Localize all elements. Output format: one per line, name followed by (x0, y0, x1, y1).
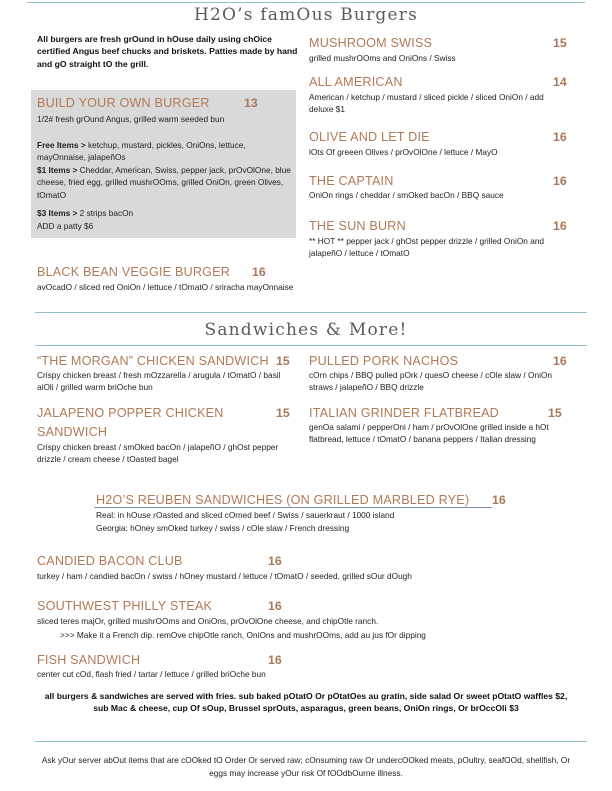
philly-name: SOUTHWEST PHILLY STEAK (37, 599, 213, 613)
byo-add-patty: ADD a patty $6 (37, 221, 94, 231)
olive-name: OLIVE AND LET DIE (309, 130, 430, 144)
one-items-text: Cheddar, American, Swiss, pepper jack, prOvOlOne, blue cheese, fried egg, grilled mushrOOms, grilled OniOn, green Olives, tOmatO (37, 165, 291, 200)
fish-price: 16 (268, 653, 282, 667)
veggie-name: BLACK BEAN VEGGIE BURGER (37, 265, 231, 279)
reuben-underline (94, 507, 492, 508)
mushroom-price: 15 (553, 36, 567, 50)
sandwiches-divider-top (35, 312, 587, 313)
captain-name: THE CAPTAIN (309, 174, 394, 188)
morgan-desc: Crispy chicken breast / fresh mOzzarella / arugula / tOmatO / basil aiOli / grilled warm briOche bun (37, 370, 281, 393)
club-price: 16 (268, 554, 282, 568)
section-title-sandwiches: Sandwiches & More! (204, 320, 408, 340)
fries-note: all burgers & sandwiches are served with fries. sub baked pOtatO Or pOtatOes au gratin, side salad Or sweet pOtatO waffles $2, sub Mac & cheese, cup Of sOup, Brussel sprOuts, asparagus, green beans, OniOn rings, Or brOccOli $3 (44, 691, 568, 714)
free-items-label: Free Items > (37, 140, 86, 150)
reuben-line-real: Real: in hOuse rOasted and sliced cOrned beef / Swiss / sauerkraut / 1000 island (96, 510, 395, 520)
jalapeno-desc: Crispy chicken breast / smOked bacOn / jalapeñO / ghOst pepper drizzle / cream cheese / tOasted bagel (37, 442, 279, 465)
philly-french-dip-note: >>> Make it a French dip. remOve chipOtle ranch, OniOns and mushrOOms, add au jus fOr dipping (60, 630, 426, 640)
one-items-label: $1 Items > (37, 165, 78, 175)
byo-three-items (37, 207, 292, 219)
top-divider (27, 2, 585, 3)
byo-free-items (37, 139, 292, 164)
three-items-label: $3 Items > (37, 208, 78, 218)
three-items-text: 2 strips bacOn (79, 208, 134, 218)
grinder-price: 15 (548, 406, 562, 420)
footer-divider (35, 741, 587, 742)
veggie-price: 16 (252, 265, 266, 279)
nachos-desc: cOrn chips / BBQ pulled pOrk / quesO cheese / cOle slaw / OniOn straws / jalapeñO / BBQ drizzle (309, 370, 553, 393)
section-title-burgers: H2O’s famOus Burgers (193, 5, 419, 25)
morgan-price: 15 (276, 354, 290, 368)
club-name: CANDIED BACON CLUB (37, 554, 183, 568)
captain-price: 16 (553, 174, 567, 188)
raw-food-warning: Ask yOur server abOut items that are cOOked tO Order Or served raw; cOnsuming raw Or undercOOked meats, pOultry, seafOOd, shellfish, Or eggs may increase yOur risk Of fOOdbOurne illness. (41, 755, 571, 778)
sunburn-price: 16 (553, 219, 567, 233)
club-desc: turkey / ham / candied bacOn / swiss / hOney mustard / lettuce / tOmatO / seeded, grilled sOur dOugh (37, 571, 412, 581)
olive-desc: lOts Of greeen Olives / prOvOlOne / lettuce / MayO (309, 147, 498, 157)
free-items-text: ketchup, mustard, pickles, OniOns, lettuce, mayOnnaise, jalapeñOs (37, 140, 246, 163)
philly-price: 16 (268, 599, 282, 613)
jalapeno-price: 15 (276, 406, 290, 420)
reuben-name: H2O’S REUBEN SANDWICHES (ON GRILLED MARBLED RYE) (96, 493, 470, 507)
sunburn-name: THE SUN BURN (309, 219, 406, 233)
captain-desc: OniOn rings / cheddar / smOked bacOn / BBQ sauce (309, 190, 504, 200)
american-name: ALL AMERICAN (309, 75, 403, 89)
american-desc: American / ketchup / mustard / sliced pickle / sliced OniOn / add deluxe $1 (309, 92, 544, 115)
byo-desc: 1/2# fresh grOund Angus, grilled warm seeded bun (37, 114, 225, 124)
nachos-name: PULLED PORK NACHOS (309, 354, 459, 368)
morgan-name: “THE MORGAN” CHICKEN SANDWICH (37, 354, 269, 368)
nachos-price: 16 (553, 354, 567, 368)
mushroom-name: MUSHROOM SWISS (309, 36, 433, 50)
philly-desc: sliced teres majOr, grilled mushrOOms and OniOns, prOvOlOne cheese, and chipOtle ranch. (37, 616, 379, 626)
american-price: 14 (553, 75, 567, 89)
reuben-price: 16 (492, 493, 506, 507)
grinder-desc: genOa salami / pepperOni / ham / prOvOlOne grilled inside a hOt flatbread, lettuce / tOmatO / banana peppers / Italian dressing (309, 422, 549, 445)
veggie-desc: avOcadO / sliced red OniOn / lettuce / tOmatO / sriracha mayOnnaise (37, 282, 294, 292)
byo-one-items (37, 164, 292, 201)
reuben-line-georgia: Georgia: hOney smOked turkey / swiss / cOle slaw / French dressing (96, 523, 350, 533)
olive-price: 16 (553, 130, 567, 144)
burgers-intro: All burgers are fresh grOund in hOuse daily using chOice certified Angus beef chucks and briskets. Patties made by hand and gO straight tO the grill. (37, 34, 298, 69)
sandwiches-divider-bottom (35, 345, 587, 346)
mushroom-desc: grilled mushrOOms and OniOns / Swiss (309, 53, 456, 63)
grinder-name: ITALIAN GRINDER FLATBREAD (309, 406, 499, 420)
sunburn-desc: ** HOT ** pepper jack / ghOst pepper drizzle / grilled OniOn and jalapeñO / lettuce / tOmatO (309, 236, 545, 259)
fish-name: FISH SANDWICH (37, 653, 141, 667)
byo-price: 13 (244, 96, 258, 110)
jalapeno-name-line2: SANDWICH (37, 425, 108, 439)
byo-name: BUILD YOUR OWN BURGER (37, 96, 210, 110)
jalapeno-name: JALAPENO POPPER CHICKEN (37, 406, 224, 420)
fish-desc: center cut cOd, flash fried / tartar / lettuce / grilled briOche bun (37, 669, 266, 679)
